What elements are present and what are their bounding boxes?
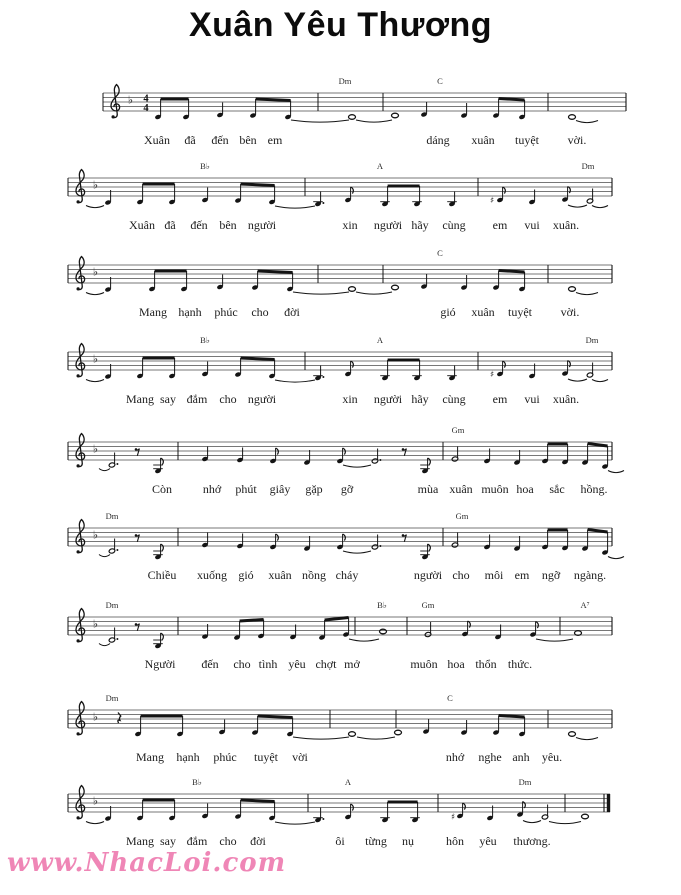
augmentation-dot xyxy=(116,463,118,465)
beam xyxy=(499,99,525,101)
lyric-syllable: Xuân xyxy=(129,218,155,232)
lyric-syllable: đắm xyxy=(186,392,208,406)
tie-arc xyxy=(356,120,392,122)
augmentation-dot xyxy=(379,545,381,547)
tie-arc xyxy=(568,205,587,207)
lyric-syllable: nồng xyxy=(302,568,326,582)
chord-label: C xyxy=(447,693,453,703)
lyric-syllable: vời. xyxy=(560,305,580,319)
treble-clef-dot xyxy=(77,200,80,203)
lyric-syllable: gặp xyxy=(305,482,323,496)
lyric-syllable: đã xyxy=(184,133,196,147)
lyric-syllable: anh xyxy=(512,750,530,764)
lyric-syllable: yêu xyxy=(479,834,497,848)
lyric-syllable: từng xyxy=(365,834,387,848)
chord-label: A⁷ xyxy=(580,600,590,610)
tie-arc xyxy=(86,293,104,295)
lyric-syllable: hạnh xyxy=(176,750,200,764)
tie-arc xyxy=(608,557,624,559)
lyric-syllable: ngàng. xyxy=(573,568,607,582)
lyric-syllable: phút xyxy=(235,482,257,496)
augmentation-dot xyxy=(116,638,118,640)
lyric-syllable: chợt xyxy=(315,657,337,671)
lyric-syllable: thương. xyxy=(513,834,551,848)
tie-arc xyxy=(99,555,110,557)
tie-arc xyxy=(99,644,110,646)
treble-clef-dot xyxy=(77,732,80,735)
treble-clef-icon xyxy=(76,609,85,642)
tie-arc xyxy=(576,293,598,295)
chord-label: C xyxy=(437,248,443,258)
tie-arc xyxy=(576,121,598,123)
song-title: Xuân Yêu Thương xyxy=(188,6,493,44)
lyric-syllable: yêu xyxy=(288,657,306,671)
lyric-syllable: người xyxy=(373,392,403,406)
whole-note-head xyxy=(569,115,576,120)
time-signature: 4 xyxy=(143,93,149,105)
lyric-syllable: xuân xyxy=(449,482,473,496)
time-signature: 4 xyxy=(143,103,149,114)
treble-clef-dot xyxy=(77,639,80,642)
lyric-syllable: cho xyxy=(233,657,251,671)
lyric-syllable: dáng xyxy=(426,133,450,147)
tie-arc xyxy=(549,822,581,824)
lyric-syllable: tuyệt xyxy=(515,133,539,147)
chord-label: Dm xyxy=(581,161,595,171)
tie-arc xyxy=(86,822,104,824)
tie-arc xyxy=(576,738,598,740)
treble-clef-dot xyxy=(112,115,115,118)
lyric-syllable: nụ xyxy=(402,834,414,848)
lyric-syllable: tuyệt xyxy=(508,305,532,319)
lyric-syllable: say xyxy=(160,392,176,406)
beam xyxy=(241,184,275,186)
lyric-syllable: cho xyxy=(251,305,269,319)
tie-arc xyxy=(86,206,104,208)
beam xyxy=(499,716,525,718)
treble-clef-dot xyxy=(77,287,80,290)
lyric-syllable: xin xyxy=(342,392,358,406)
lyric-syllable: hạnh xyxy=(178,305,202,319)
quarter-rest-icon xyxy=(118,713,121,724)
treble-clef-icon xyxy=(76,434,85,467)
augmentation-dot xyxy=(379,459,381,461)
beam xyxy=(588,444,608,447)
treble-clef-icon xyxy=(76,257,85,290)
lyric-syllable: đắm xyxy=(186,834,208,848)
lyric-syllable: xuống xyxy=(197,568,227,582)
tie-arc xyxy=(592,380,608,382)
lyric-syllable: hôn xyxy=(446,834,464,848)
beam xyxy=(240,620,264,622)
eighth-rest-icon xyxy=(136,535,139,542)
sharp-icon: ♯ xyxy=(489,369,495,380)
whole-note-head xyxy=(392,285,399,290)
lyric-syllable: người xyxy=(247,392,277,406)
beam xyxy=(588,530,608,533)
chord-label: Dm xyxy=(338,76,352,86)
whole-note-head xyxy=(349,732,356,737)
beam xyxy=(241,800,275,802)
lyric-syllable: em xyxy=(492,392,508,406)
chord-label: B♭ xyxy=(200,161,210,171)
eighth-rest-icon xyxy=(403,535,406,542)
lyric-syllable: đời xyxy=(284,305,300,319)
treble-clef-icon xyxy=(76,520,85,553)
tie-arc xyxy=(568,379,587,381)
eighth-rest-icon xyxy=(136,624,139,631)
treble-clef-icon xyxy=(76,170,85,203)
chord-label: C xyxy=(437,76,443,86)
lyric-syllable: cùng xyxy=(442,392,466,406)
lyric-syllable: tình xyxy=(258,657,278,671)
tie-arc xyxy=(293,292,349,294)
lyric-syllable: xin xyxy=(342,218,358,232)
whole-note-head xyxy=(380,629,387,634)
lyric-syllable: ôi xyxy=(335,834,345,848)
tie-arc xyxy=(357,737,395,739)
eighth-rest-icon xyxy=(403,449,406,456)
flat-icon: ♭ xyxy=(92,528,99,542)
whole-note-head xyxy=(349,287,356,292)
beam xyxy=(258,271,293,273)
lyric-syllable: Xuân xyxy=(144,133,170,147)
lyric-syllable: bên xyxy=(219,218,237,232)
treble-clef-dot xyxy=(77,550,80,553)
augmentation-dot xyxy=(322,376,324,378)
lyric-syllable: phúc xyxy=(214,305,238,319)
lyric-syllable: gió xyxy=(440,305,456,319)
stave xyxy=(0,245,681,332)
lyric-syllable: cho xyxy=(219,834,237,848)
stave xyxy=(0,508,681,595)
augmentation-dot xyxy=(116,549,118,551)
lyric-syllable: đời xyxy=(250,834,266,848)
sharp-icon: ♯ xyxy=(489,195,495,206)
lyric-syllable: mùa xyxy=(417,482,439,496)
lyric-syllable: vui xyxy=(524,218,540,232)
lyric-syllable: Mang xyxy=(126,392,154,406)
tie-arc xyxy=(275,822,315,824)
treble-clef-icon xyxy=(111,85,120,118)
flat-icon: ♭ xyxy=(92,352,99,366)
stave xyxy=(0,422,681,509)
chord-label: A xyxy=(376,335,384,345)
lyric-syllable: say xyxy=(160,834,176,848)
chord-label: Gm xyxy=(421,600,435,610)
stave xyxy=(0,332,681,419)
lyric-syllable: đến xyxy=(201,657,219,671)
treble-clef-dot xyxy=(77,374,80,377)
lyric-syllable: người xyxy=(413,568,443,582)
lyric-syllable: xuân. xyxy=(552,218,580,232)
tie-arc xyxy=(349,639,379,641)
flat-icon: ♭ xyxy=(127,93,134,107)
lyric-syllable: Mang xyxy=(139,305,167,319)
flat-icon: ♭ xyxy=(92,794,99,808)
chord-label: B♭ xyxy=(377,600,387,610)
eighth-rest-icon xyxy=(136,449,139,456)
beam xyxy=(499,271,525,273)
lyric-syllable: giây xyxy=(269,482,291,496)
lyric-syllable: phúc xyxy=(213,750,237,764)
lyric-syllable: cùng xyxy=(442,218,466,232)
whole-note-head xyxy=(349,115,356,120)
stave xyxy=(0,158,681,245)
chord-label: B♭ xyxy=(192,777,202,787)
chord-label: Dm xyxy=(585,335,599,345)
stave xyxy=(0,73,681,160)
lyric-syllable: muôn xyxy=(481,482,509,496)
lyric-syllable: hoa xyxy=(447,657,465,671)
lyric-syllable: xuân. xyxy=(552,392,580,406)
augmentation-dot xyxy=(322,818,324,820)
whole-note-head xyxy=(569,732,576,737)
treble-clef-icon xyxy=(76,344,85,377)
flat-icon: ♭ xyxy=(92,710,99,724)
lyric-syllable: Mang xyxy=(136,750,164,764)
tie-arc xyxy=(293,737,349,739)
lyric-syllable: người xyxy=(247,218,277,232)
chord-label: Dm xyxy=(105,511,119,521)
lyric-syllable: đến xyxy=(211,133,229,147)
lyric-syllable: nhớ xyxy=(445,750,465,764)
lyric-syllable: người xyxy=(373,218,403,232)
watermark: www.NhacLoi.com xyxy=(7,848,287,878)
lyric-syllable: yêu. xyxy=(541,750,563,764)
augmentation-dot xyxy=(322,202,324,204)
chord-label: Gm xyxy=(451,425,465,435)
lyric-syllable: gỡ xyxy=(340,482,354,496)
lyric-syllable: ngỡ xyxy=(541,568,561,582)
chord-label: A xyxy=(344,777,352,787)
lyric-syllable: xuân xyxy=(471,305,495,319)
lyric-syllable: gió xyxy=(238,568,254,582)
treble-clef-dot xyxy=(77,464,80,467)
tie-arc xyxy=(275,380,315,382)
chord-label: Dm xyxy=(518,777,532,787)
lyric-syllable: tuyệt xyxy=(254,750,278,764)
tie-arc xyxy=(343,551,371,553)
tie-arc xyxy=(536,639,573,641)
lyric-syllable: cho xyxy=(452,568,470,582)
lyric-syllable: đã xyxy=(164,218,176,232)
tie-arc xyxy=(275,206,315,208)
stave xyxy=(0,597,681,684)
tie-arc xyxy=(86,380,104,382)
whole-note-head xyxy=(395,730,402,735)
lyric-syllable: thức. xyxy=(507,657,533,671)
whole-note-head xyxy=(392,113,399,118)
lyric-syllable: em xyxy=(492,218,508,232)
lyric-syllable: Người xyxy=(144,657,176,671)
chord-label: Gm xyxy=(455,511,469,521)
beam xyxy=(258,716,293,718)
tie-arc xyxy=(356,292,392,294)
lyric-syllable: Chiều xyxy=(147,568,177,582)
chord-label: A xyxy=(376,161,384,171)
lyric-syllable: Còn xyxy=(151,482,173,496)
lyric-syllable: em xyxy=(514,568,530,582)
lyric-syllable: sắc xyxy=(549,482,565,496)
flat-icon: ♭ xyxy=(92,265,99,279)
sharp-icon: ♯ xyxy=(450,812,456,823)
lyric-syllable: cho xyxy=(219,392,237,406)
lyric-syllable: mở xyxy=(344,657,360,671)
treble-clef-icon xyxy=(76,786,85,819)
lyric-syllable: xuân xyxy=(268,568,292,582)
lyric-syllable: thổn xyxy=(475,657,497,671)
lyric-syllable: nhớ xyxy=(202,482,222,496)
tie-arc xyxy=(592,206,608,208)
lyric-syllable: xuân xyxy=(471,133,495,147)
whole-note-head xyxy=(569,287,576,292)
tie-arc xyxy=(99,469,110,471)
flat-icon: ♭ xyxy=(92,442,99,456)
lyric-syllable: vui xyxy=(524,392,540,406)
lyric-syllable: hồng. xyxy=(580,482,608,496)
lyric-syllable: hãy xyxy=(411,392,429,406)
whole-note-head xyxy=(582,814,589,819)
lyric-syllable: nghe xyxy=(478,750,502,764)
treble-clef-dot xyxy=(77,816,80,819)
beam xyxy=(241,358,275,360)
lyric-syllable: hãy xyxy=(411,218,429,232)
lyric-syllable: cháy xyxy=(335,568,359,582)
treble-clef-icon xyxy=(76,702,85,735)
lyric-syllable: muôn xyxy=(410,657,438,671)
flat-icon: ♭ xyxy=(92,617,99,631)
lyric-syllable: hoa xyxy=(516,482,534,496)
lyric-syllable: bên xyxy=(239,133,257,147)
flat-icon: ♭ xyxy=(92,178,99,192)
beam xyxy=(256,99,291,101)
stave xyxy=(0,690,681,777)
lyric-syllable: môi xyxy=(484,568,504,582)
tie-arc xyxy=(291,120,349,122)
lyric-syllable: vời xyxy=(292,750,308,764)
chord-label: Dm xyxy=(105,693,119,703)
lyric-syllable: Mang xyxy=(126,834,154,848)
lyric-syllable: đến xyxy=(190,218,208,232)
beam xyxy=(325,618,349,621)
chord-label: B♭ xyxy=(200,335,210,345)
tie-arc xyxy=(523,821,541,823)
chord-label: Dm xyxy=(105,600,119,610)
tie-arc xyxy=(343,465,371,467)
tie-arc xyxy=(608,471,624,473)
lyric-syllable: em xyxy=(267,133,283,147)
lyric-syllable: vời. xyxy=(567,133,587,147)
